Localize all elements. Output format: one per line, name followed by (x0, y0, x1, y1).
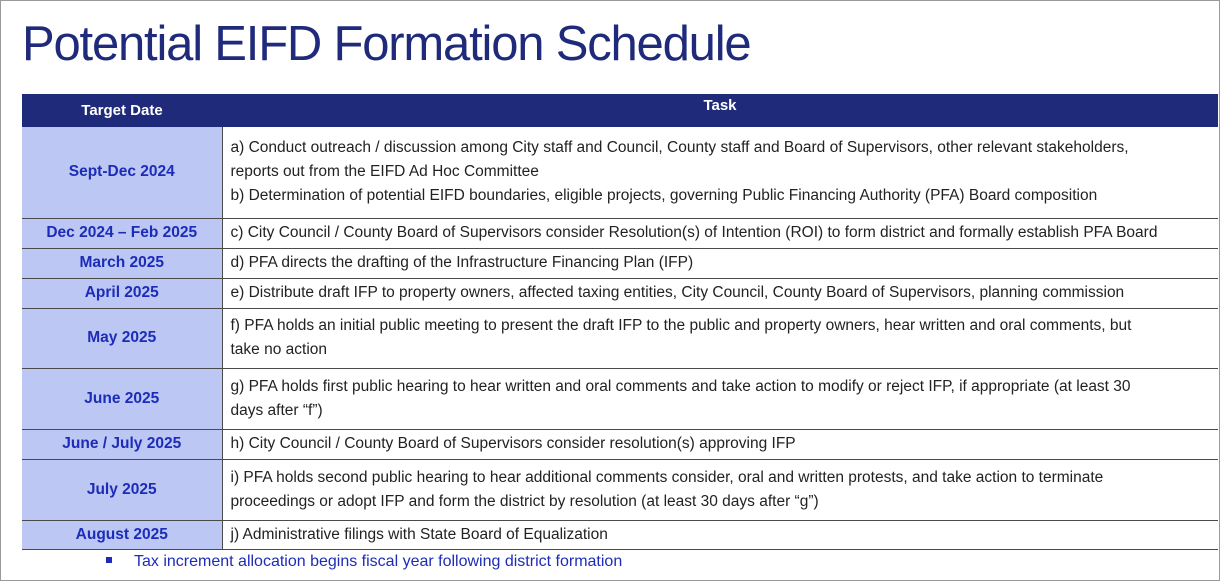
footnote-text: Tax increment allocation begins fiscal year following district formation (134, 553, 623, 570)
task-line: a) Conduct outreach / discussion among City staff and Council, County staff and Board of Supervisors, other relevant stakeholders, (230, 139, 1129, 157)
table-row (22, 218, 1218, 248)
task-line: days after “f”) (230, 401, 323, 419)
task-cell (222, 520, 1218, 549)
task-cell (222, 368, 1218, 429)
task-line: h) City Council / County Board of Supervisors consider resolution(s) approving IFP (230, 435, 796, 452)
target-date-cell: June / July 2025 (22, 429, 222, 459)
page-title: Potential EIFD Formation Schedule (22, 17, 751, 71)
table-row (22, 127, 1218, 218)
target-date-cell: June 2025 (22, 368, 222, 429)
task-line: proceedings or adopt IFP and form the district by resolution (at least 30 days after “g”) (230, 492, 819, 510)
task-line: f) PFA holds an initial public meeting to present the draft IFP to the public and property owners, hear written and oral comments, but (230, 317, 1132, 334)
square-bullet-icon (106, 557, 112, 563)
task-line: e) Distribute draft IFP to property owners, affected taxing entities, City Council, County Board of Supervisors, planning commission (230, 284, 1125, 301)
table-row (22, 368, 1218, 429)
table-row (22, 429, 1218, 459)
task-line: j) Administrative filings with State Board of Equalization (230, 525, 608, 543)
task-line: g) PFA holds first public hearing to hear written and oral comments and take action to modify or reject IFP, if appropriate (at least 30 (230, 377, 1131, 395)
task-cell (222, 218, 1218, 248)
task-cell (222, 248, 1218, 278)
table-header-row (22, 94, 1218, 127)
task-cell (222, 278, 1218, 308)
table-row (22, 459, 1218, 520)
target-date-cell: August 2025 (22, 520, 222, 549)
target-date-cell: April 2025 (22, 278, 222, 308)
task-cell (222, 127, 1218, 218)
footnote (106, 553, 622, 571)
table-row (22, 278, 1218, 308)
target-date-cell: Sept-Dec 2024 (22, 127, 222, 218)
task-cell (222, 429, 1218, 459)
task-line: i) PFA holds second public hearing to hear additional comments consider, oral and written protests, and take action to terminate (230, 468, 1104, 486)
schedule-table (22, 94, 1218, 550)
header-task: Task (222, 94, 1218, 127)
task-cell (222, 459, 1218, 520)
task-cell (222, 308, 1218, 368)
target-date-cell: May 2025 (22, 308, 222, 368)
header-target-date: Target Date (22, 94, 222, 127)
table-row (22, 248, 1218, 278)
table-row (22, 308, 1218, 368)
table-row (22, 520, 1218, 549)
task-line: c) City Council / County Board of Supervisors consider Resolution(s) of Intention (ROI) to form district and formally establish PFA Board (230, 224, 1158, 241)
task-line: b) Determination of potential EIFD boundaries, eligible projects, governing Public Financing Authority (PFA) Board composition (230, 187, 1098, 205)
target-date-cell: Dec 2024 – Feb 2025 (22, 218, 222, 248)
task-line: take no action (230, 341, 328, 358)
target-date-cell: July 2025 (22, 459, 222, 520)
task-line: d) PFA directs the drafting of the Infrastructure Financing Plan (IFP) (230, 254, 694, 271)
task-line: reports out from the EIFD Ad Hoc Committee (230, 163, 539, 181)
target-date-cell: March 2025 (22, 248, 222, 278)
